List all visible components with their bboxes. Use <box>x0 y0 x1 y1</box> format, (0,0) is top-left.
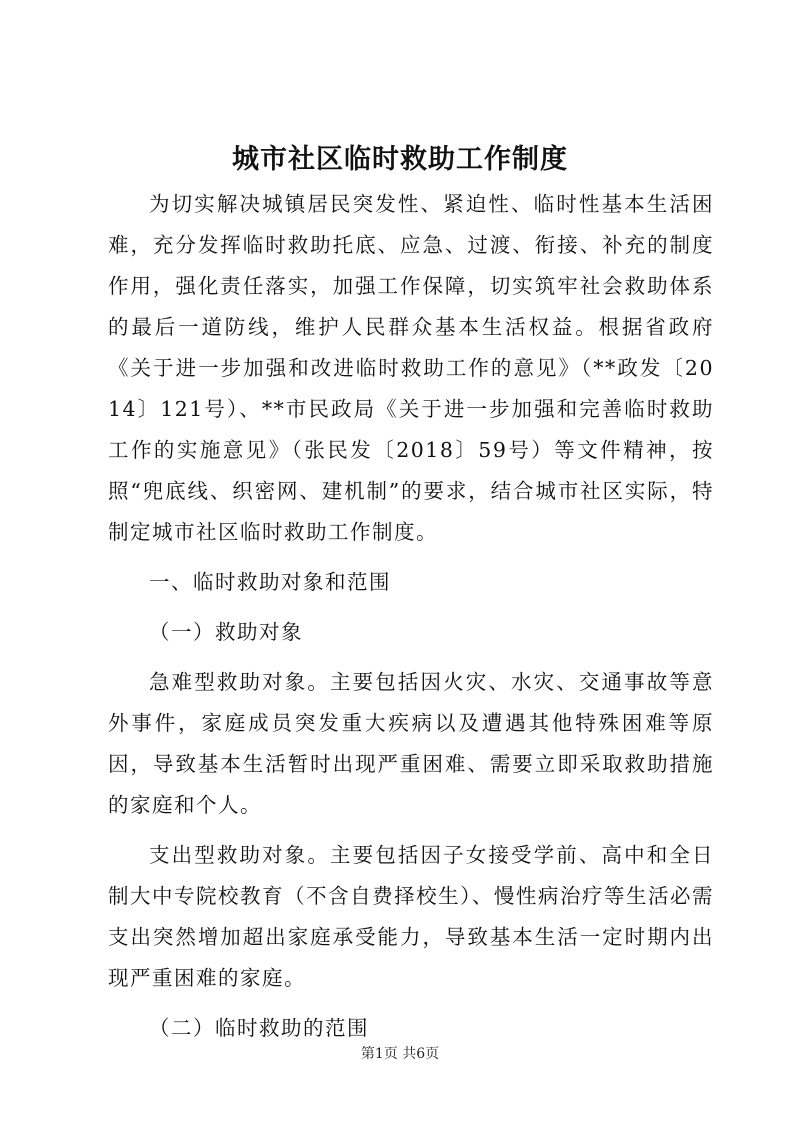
spacer <box>108 603 714 612</box>
section-heading: 一、临时救助对象和范围 <box>149 570 391 594</box>
spacer <box>108 826 714 835</box>
document-title: 城市社区临时救助工作制度 <box>232 144 568 175</box>
page-footer: 第1页 共6页 <box>360 1046 440 1062</box>
subsection-heading: （二）临时救助的范围 <box>149 1016 369 1040</box>
spacer <box>108 553 714 562</box>
spacer <box>108 653 714 662</box>
spacer <box>108 999 714 1008</box>
expenditure-assistance-paragraph: 支出型救助对象。主要包括因子女接受学前、高中和全日制大中专院校教育（不含自费择校生）、慢性病治疗等生活必需支出突然增加超出家庭承受能力，导致基本生活一定时期内出现严重困难的家庭。 <box>108 843 714 990</box>
subsection-heading: （一）救助对象 <box>149 620 303 644</box>
emergency-assistance-paragraph: 急难型救助对象。主要包括因火灾、水灾、交通事故等意外事件，家庭成员突发重大疾病以及遭遇其他特殊困难等原因，导致基本生活暂时出现严重困难、需要立即采取救助措施的家庭和个人。 <box>108 670 714 817</box>
intro-paragraph: 为切实解决城镇居民突发性、紧迫性、临时性基本生活困难，充分发挥临时救助托底、应急、过渡、衔接、补充的制度作用，强化责任落实，加强工作保障，切实筑牢社会救助体系的最后一道防线，维护人民群众基本生活权益。根据省政府《关于进一步加强和改进临时救助工作的意见》（**政发〔2014〕121号）、**市民政局《关于进一步加强和完善临时救助工作的实施意见》（张民发〔2018〕59号）等文件精神，按照“兜底线、织密网、建机制”的要求，结合城市社区实际，特制定城市社区临时救助工作制度。 <box>108 192 714 544</box>
document-body <box>108 184 714 1049</box>
